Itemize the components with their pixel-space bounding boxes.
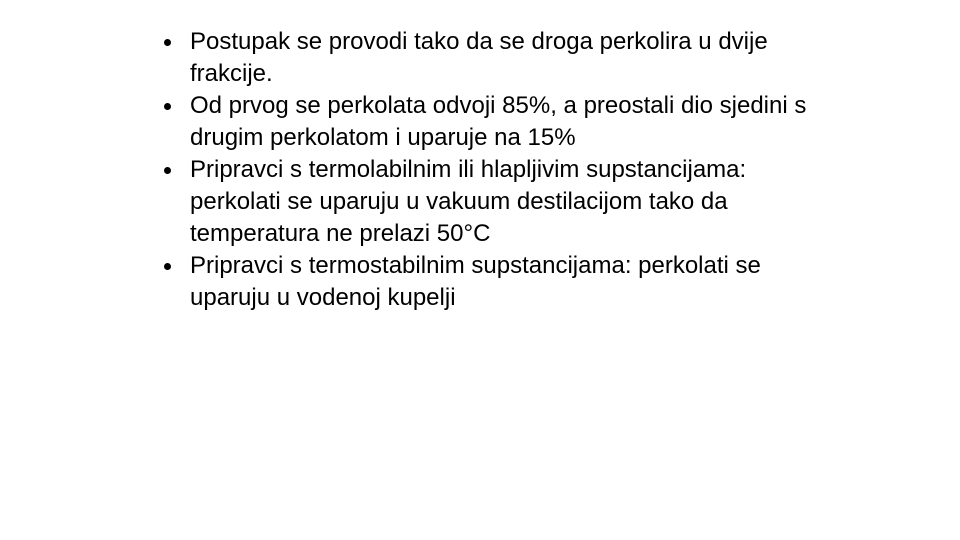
- bullet-dot-icon: [164, 167, 171, 174]
- bullet-item: [160, 26, 820, 90]
- bullet-dot-icon: [164, 39, 171, 46]
- bullet-text: Od prvog se perkolata odvoji 85%, a preostali dio sjedini s drugim perkolatom i uparuje na 15%: [190, 92, 807, 151]
- bullet-item: [160, 250, 820, 314]
- bullet-text: Pripravci s termostabilnim supstancijama: perkolati se uparuju u vodenoj kupelji: [190, 252, 761, 311]
- bullet-text: Pripravci s termolabilnim ili hlapljivim supstancijama: perkolati se uparuju u vakuum destilacijom tako da temperatura ne prelazi 50°C: [190, 156, 747, 247]
- bullet-text: Postupak se provodi tako da se droga perkolira u dvije frakcije.: [190, 28, 768, 87]
- bullet-item: [160, 90, 820, 154]
- bullet-dot-icon: [164, 103, 171, 110]
- bullet-list: [160, 26, 820, 314]
- bullet-dot-icon: [164, 263, 171, 270]
- bullet-item: [160, 154, 820, 250]
